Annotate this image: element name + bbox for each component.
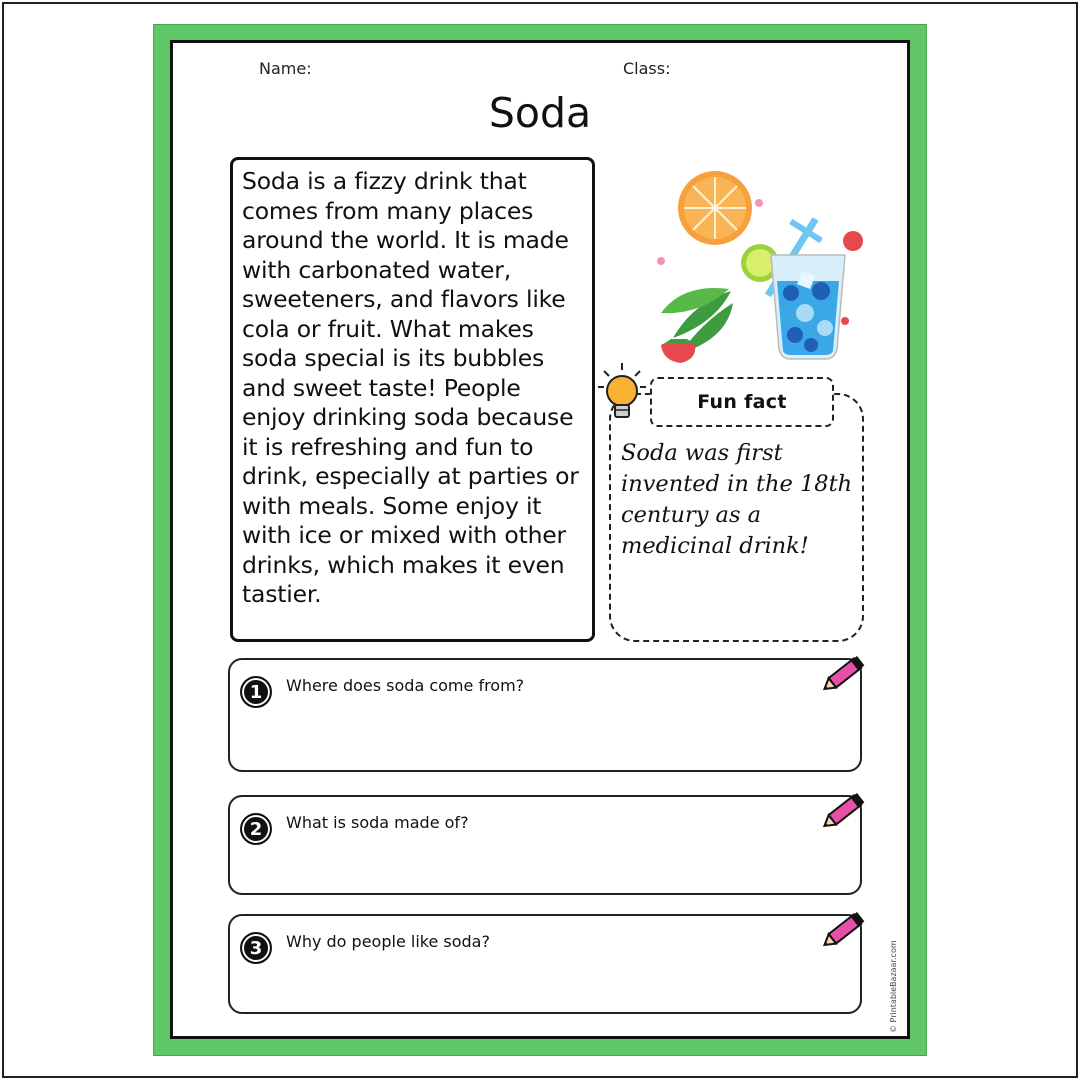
fun-fact-text: Soda was first invented in the 18th century as a medicinal drink! [621,440,853,559]
question-number-badge: 2 [240,813,272,845]
lightbulb-icon [596,361,648,425]
question-number-badge: 3 [240,932,272,964]
question-number-badge: 1 [240,676,272,708]
question-text: Where does soda come from? [286,676,525,695]
worksheet [170,40,910,1039]
class-label: Class: [623,59,671,78]
pencil-icon [818,652,870,698]
fun-fact-heading: Fun fact [650,377,834,427]
page-title: Soda [488,89,592,137]
question-1-answer-box[interactable] [228,658,862,772]
question-text: Why do people like soda? [286,932,490,951]
copyright-notice: © PrintableBazaar.com [889,940,898,1033]
reading-passage: Soda is a fizzy drink that comes from many places around the world. It is made with carbonated water, sweeteners, and flavors like cola or fruit. What makes soda special is its bubbles and sweet taste! People enjoy drinking soda because it is refreshing and fun to drink, especially at parties or with meals. Some enjoy it with ice or mixed with other drinks, which makes it even tastier. [242,167,579,608]
reading-passage-box [230,157,595,642]
question-text: What is soda made of? [286,813,469,832]
name-label: Name: [259,59,312,78]
soda-glass-illustration [653,163,873,363]
pencil-icon [818,908,870,954]
question-3-answer-box[interactable] [228,914,862,1014]
question-2-answer-box[interactable] [228,795,862,895]
pencil-icon [818,789,870,835]
